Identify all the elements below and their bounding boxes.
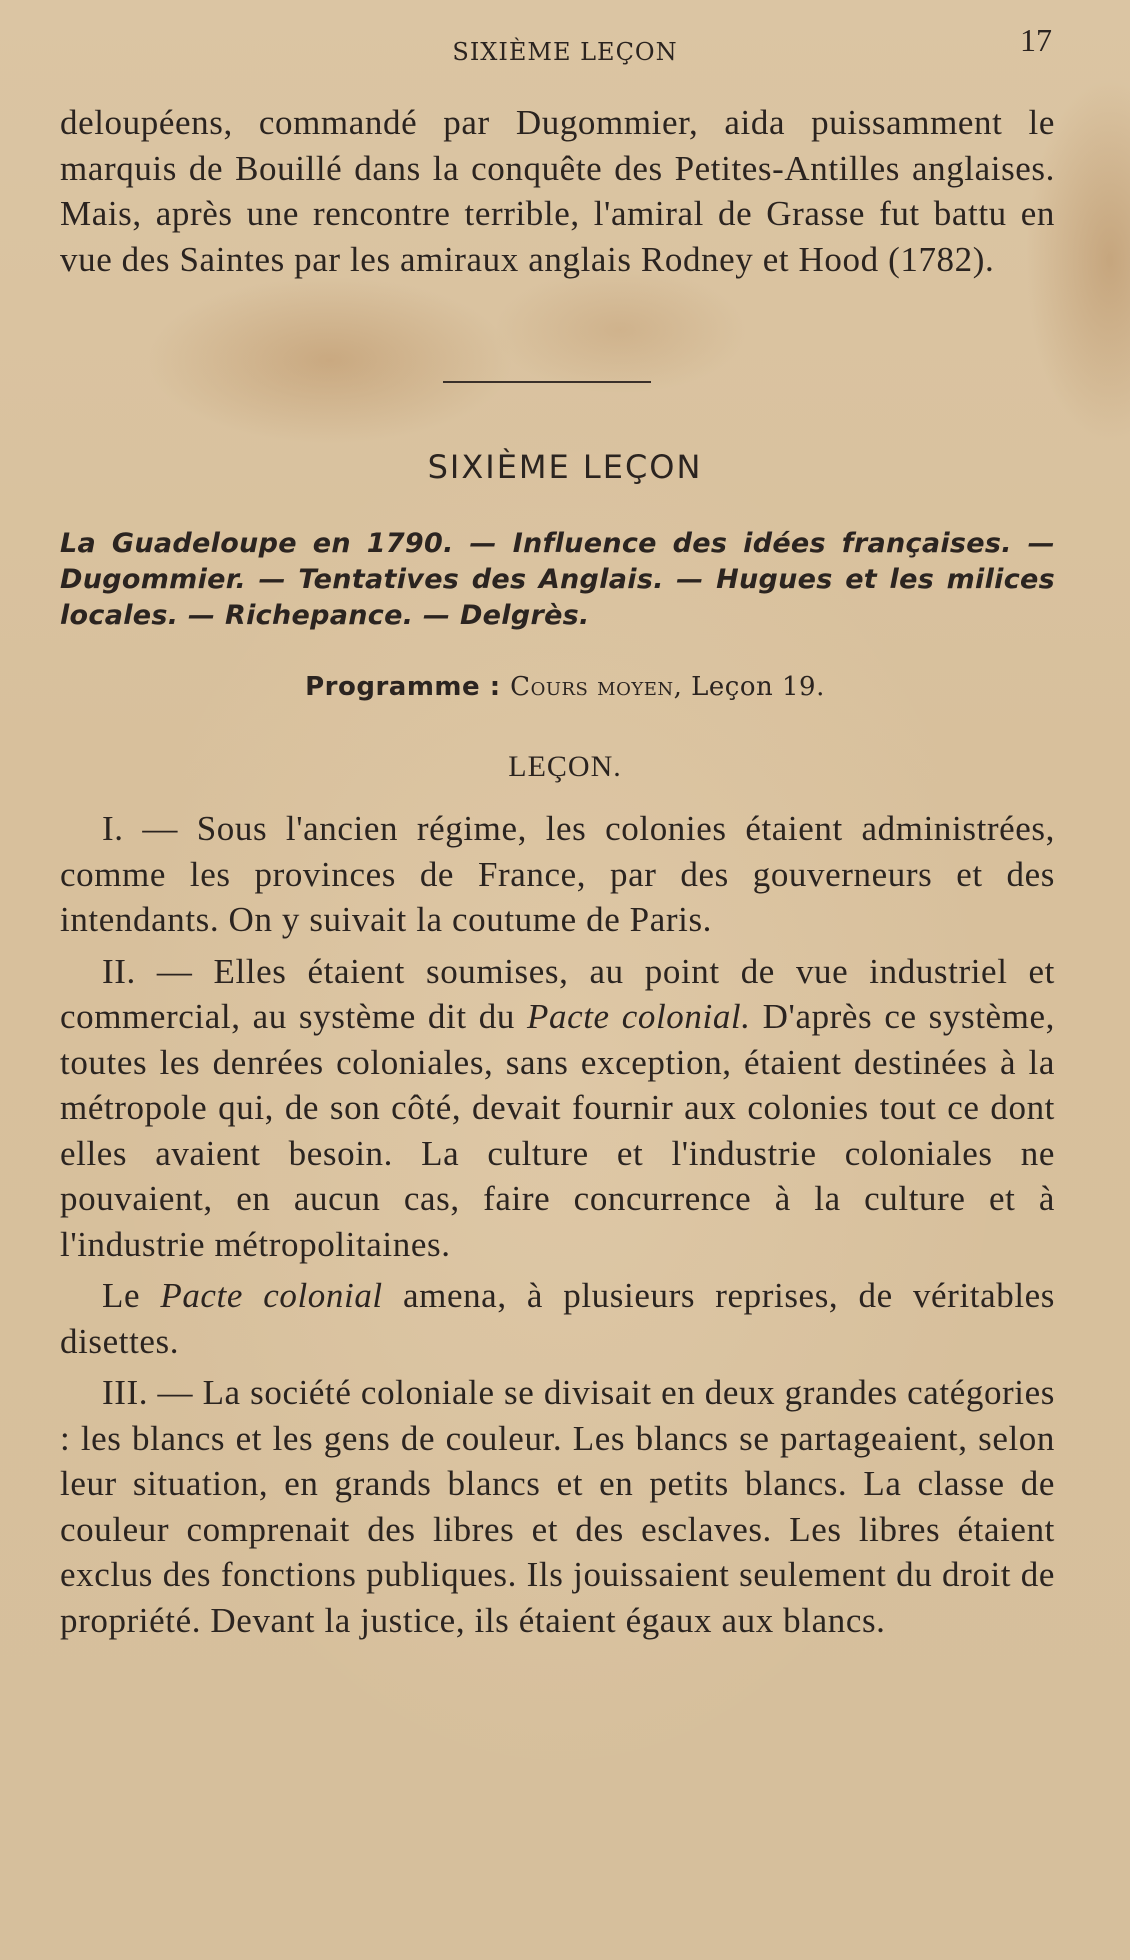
programme-course: Cours moyen — [510, 672, 674, 702]
lesson-heading: LEÇON. — [508, 750, 622, 783]
lesson-body — [60, 806, 1055, 1649]
lesson-title: SIXIÈME LEÇON — [427, 448, 703, 486]
programme-line — [0, 672, 1130, 702]
page-number: 17 — [1020, 22, 1052, 58]
running-head: SIXIÈME LEÇON — [452, 38, 678, 66]
pacte-colonial-term: Pacte colonial. — [527, 997, 751, 1036]
pacte-colonial-term: Pacte colonial — [160, 1276, 383, 1315]
paragraph-1: I. — Sous l'ancien régime, les colonies étaient administrées, comme les provinces de France, par des gouverneurs et des intendants. On y suivait la coutume de Paris. — [60, 809, 1055, 939]
programme-lesson: , Leçon 19. — [673, 672, 825, 702]
section-divider — [443, 381, 651, 383]
continuation-paragraph: deloupéens, commandé par Dugommier, aida puissamment le marquis de Bouillé dans la conquête des Petites-Antilles anglaises. Mais, après une rencontre terrible, l'amiral de Grasse fut battu en vue des Saintes par les amiraux anglais Rodney et Hood (1782). — [60, 103, 1055, 279]
paragraph-2: II. — Elles étaient soumises, au point de vue industriel et commercial, au système dit du Pacte colonial. D'après ce système, toutes les denrées coloniales, sans exception, étaient destinées à la métropole qui, de son côté, devait fournir aux colonies tout ce dont elles avaient besoin. La culture et l'industrie coloniales ne pouvaient, en aucun cas, faire concurrence à la culture et à l'industrie métropolitaines. — [60, 951, 1055, 1264]
paragraph-4: III. — La société coloniale se divisait en deux grandes catégories : les blancs et les gens de couleur. Les blancs se partageaient, selon leur situation, en grands blancs et en petits blancs. La classe de couleur comprenait des libres et des esclaves. Les libres étaient exclus des fonctions publiques. Ils jouissaient seulement du droit de propriété. Devant la justice, ils étaient égaux aux blancs. — [60, 1373, 1055, 1640]
lesson-summary: La Guadeloupe en 1790. — Influence des idées françaises. — Dugommier. — Tentatives des Anglais. — Hugues et les milices locales. — Richepance. — Delgrès. — [60, 528, 1055, 631]
programme-label: Programme : — [305, 672, 501, 702]
paragraph-3: Le Pacte colonial amena, à plusieurs reprises, de véritables disettes. — [60, 1276, 1056, 1361]
